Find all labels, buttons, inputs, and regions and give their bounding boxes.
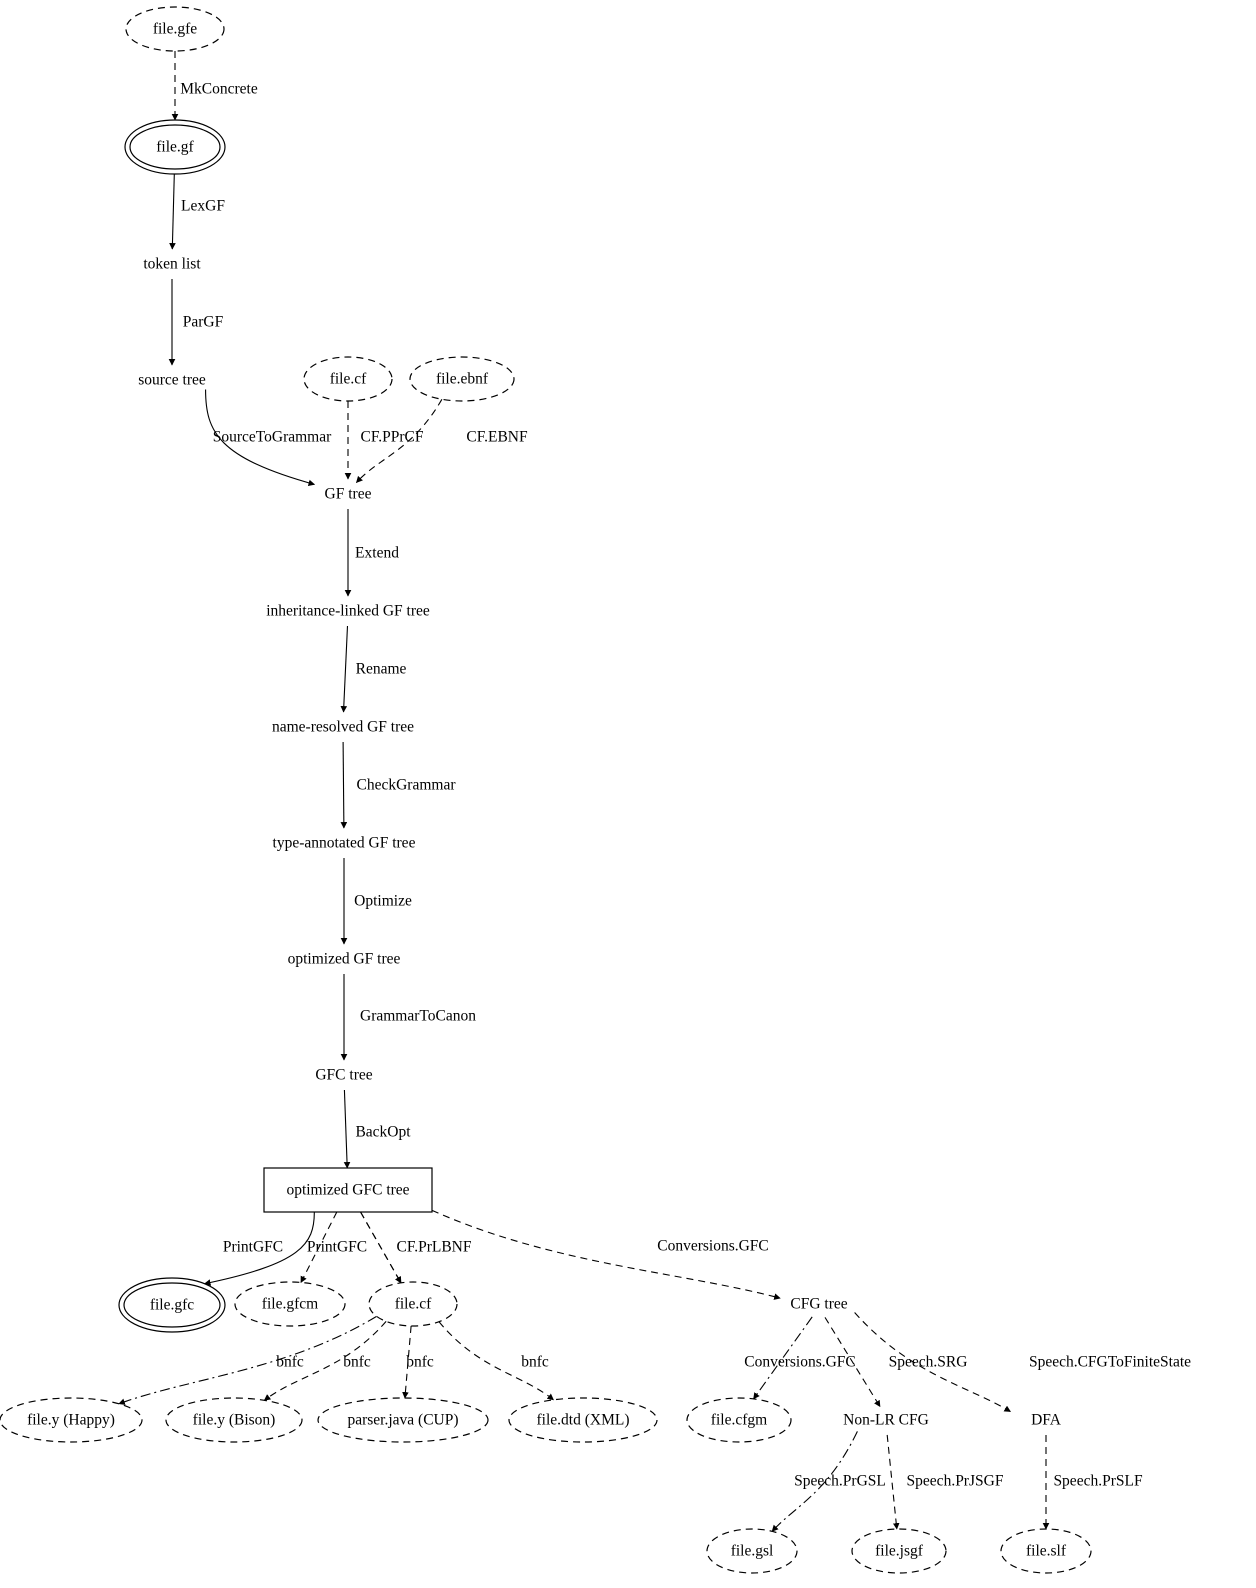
edge-label: Optimize [354, 892, 412, 910]
node-label: token list [143, 255, 201, 273]
node-label: file.gsl [730, 1542, 774, 1560]
edge-label: GrammarToCanon [360, 1007, 476, 1025]
edge-label: Conversions.GFC [744, 1353, 856, 1371]
edge-label: MkConcrete [180, 80, 258, 98]
node-label: file.gfc [149, 1296, 195, 1314]
edge-label: SourceToGrammar [212, 428, 332, 446]
edge-label: CF.PPrCF [360, 428, 424, 446]
node-shapes [0, 7, 1091, 1573]
edge [172, 174, 174, 249]
edge-label: bnfc [406, 1353, 434, 1371]
node-label: inheritance-linked GF tree [266, 602, 430, 620]
node-label: name-resolved GF tree [271, 718, 415, 736]
node-label: DFA [1031, 1411, 1061, 1429]
node-label: source tree [138, 371, 206, 389]
node-label: Non-LR CFG [843, 1411, 929, 1429]
node-label: parser.java (CUP) [347, 1411, 459, 1429]
node-label: file.slf [1025, 1542, 1067, 1560]
node-label: file.dtd (XML) [536, 1411, 630, 1429]
edge [119, 1316, 377, 1403]
edge-label: CheckGrammar [356, 776, 456, 794]
edge [343, 742, 344, 828]
node-label: file.cfgm [710, 1411, 768, 1429]
edge-label: LexGF [181, 197, 225, 215]
edge-label: PrintGFC [306, 1238, 368, 1256]
edge-lines [119, 51, 1046, 1531]
node-label: type-annotated GF tree [272, 834, 416, 852]
edge-label: Conversions.GFC [657, 1237, 769, 1255]
edge-label: bnfc [276, 1353, 304, 1371]
edge [344, 1090, 347, 1168]
edge-label: Speech.PrSLF [1053, 1472, 1143, 1490]
node-label: CFG tree [790, 1295, 848, 1313]
edge-label: Speech.SRG [888, 1353, 968, 1371]
node-label: file.jsgf [875, 1542, 923, 1560]
edge [432, 1210, 780, 1298]
edge-label: CF.EBNF [466, 428, 528, 446]
node-label: optimized GFC tree [286, 1181, 410, 1199]
node-label: file.gfe [152, 20, 198, 38]
node-label: file.cf [394, 1295, 432, 1313]
edge [887, 1435, 897, 1529]
edge-label: Speech.PrJSGF [906, 1472, 1004, 1490]
edge-label: bnfc [521, 1353, 549, 1371]
node-label: file.ebnf [435, 370, 489, 388]
edge-label: Extend [355, 544, 399, 562]
node-label: file.gfcm [261, 1295, 319, 1313]
node-label: file.gf [156, 138, 194, 156]
edge-label: ParGF [182, 313, 224, 331]
node-label: GF tree [324, 485, 372, 503]
node-label: file.y (Bison) [192, 1411, 276, 1429]
node-label: optimized GF tree [287, 950, 401, 968]
node-label: file.y (Happy) [27, 1411, 115, 1429]
edge-label: Speech.CFGToFiniteState [1028, 1353, 1192, 1371]
edge-label: Rename [355, 660, 407, 678]
edge-label: BackOpt [355, 1123, 411, 1141]
edge [344, 626, 348, 712]
edge-label: PrintGFC [222, 1238, 284, 1256]
node-label: file.cf [329, 370, 367, 388]
edge-label: Speech.PrGSL [794, 1472, 886, 1490]
edge-label: CF.PrLBNF [396, 1238, 472, 1256]
edge-label: bnfc [343, 1353, 371, 1371]
node-label: GFC tree [315, 1066, 373, 1084]
